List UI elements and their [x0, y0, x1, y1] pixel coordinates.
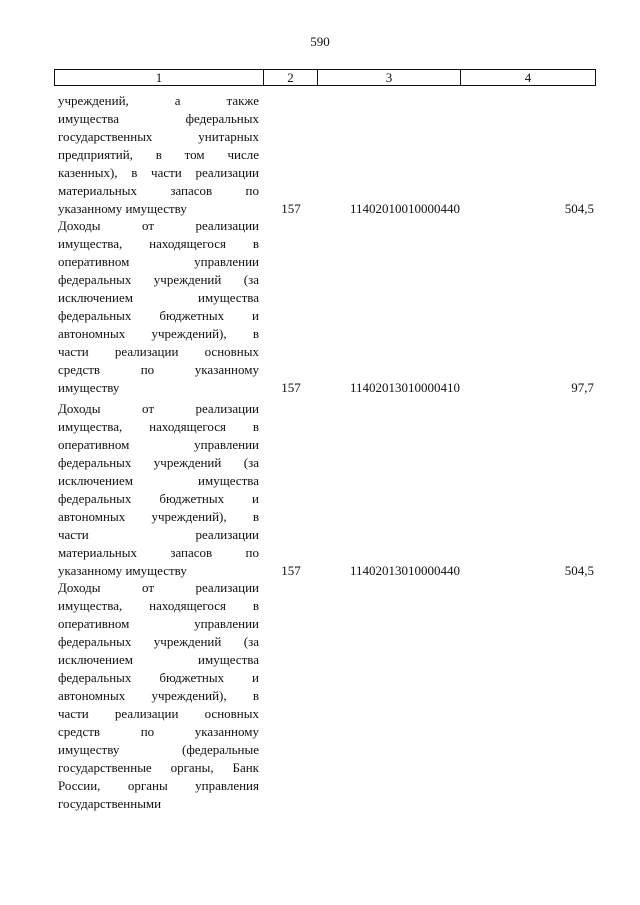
description-line: государственные органы, Банк: [58, 760, 259, 775]
description-line: Доходы от реализации: [58, 401, 259, 416]
description-line: указанному имуществу: [58, 563, 187, 578]
description-line: государственными: [58, 796, 162, 811]
description-line: имущества федеральных: [58, 111, 259, 126]
description-line: автономных учреждений), в: [58, 509, 259, 524]
description-line: части реализации: [58, 527, 259, 542]
description-line: предприятий, в том числе: [58, 147, 259, 162]
row-description: [58, 579, 259, 813]
description-line: материальных запасов по: [58, 183, 259, 198]
description-line: федеральных учреждений (за: [58, 455, 259, 470]
table-header-row: [54, 69, 596, 86]
row-description: [58, 217, 259, 397]
description-line: оперативном управлении: [58, 437, 259, 452]
header-col-2: 2: [264, 70, 318, 85]
amount: 504,5: [564, 201, 594, 216]
description-line: федеральных бюджетных и: [58, 491, 259, 506]
description-line: исключением имущества: [58, 652, 259, 667]
description-line: имущества, находящегося в: [58, 236, 259, 251]
row-description: [58, 400, 259, 580]
admin-code: 157: [281, 201, 301, 216]
description-line: средств по указанному: [58, 724, 259, 739]
budget-code: 11402013010000410: [349, 380, 461, 395]
description-line: материальных запасов по: [58, 545, 259, 560]
description-line: России, органы управления: [58, 778, 259, 793]
description-line: средств по указанному: [58, 362, 259, 377]
description-line: исключением имущества: [58, 473, 259, 488]
row-description: [58, 92, 259, 218]
description-line: Доходы от реализации: [58, 580, 259, 595]
description-line: имущества, находящегося в: [58, 598, 259, 613]
description-line: федеральных учреждений (за: [58, 634, 259, 649]
description-line: имущества, находящегося в: [58, 419, 259, 434]
amount: 97,7: [571, 380, 594, 395]
description-line: части реализации основных: [58, 344, 259, 359]
description-line: оперативном управлении: [58, 254, 259, 269]
admin-code: 157: [281, 380, 301, 395]
amount: 504,5: [564, 563, 594, 578]
description-line: указанному имуществу: [58, 201, 187, 216]
description-line: Доходы от реализации: [58, 218, 259, 233]
description-line: имуществу: [58, 380, 120, 395]
description-line: автономных учреждений), в: [58, 688, 259, 703]
description-line: федеральных бюджетных и: [58, 670, 259, 685]
description-line: федеральных бюджетных и: [58, 308, 259, 323]
description-line: автономных учреждений), в: [58, 326, 259, 341]
description-line: части реализации основных: [58, 706, 259, 721]
admin-code: 157: [281, 563, 301, 578]
header-col-3: 3: [318, 70, 461, 85]
description-line: учреждений, а также: [58, 93, 259, 108]
description-line: имуществу (федеральные: [58, 742, 259, 757]
budget-code: 11402013010000440: [349, 563, 461, 578]
description-line: федеральных учреждений (за: [58, 272, 259, 287]
description-line: исключением имущества: [58, 290, 259, 305]
description-line: казенных), в части реализации: [58, 165, 259, 180]
page-number: 590: [310, 34, 330, 49]
header-col-1: 1: [55, 70, 264, 85]
budget-code: 11402010010000440: [349, 201, 461, 216]
header-col-4: 4: [524, 70, 532, 85]
description-line: государственных унитарных: [58, 129, 259, 144]
description-line: оперативном управлении: [58, 616, 259, 631]
